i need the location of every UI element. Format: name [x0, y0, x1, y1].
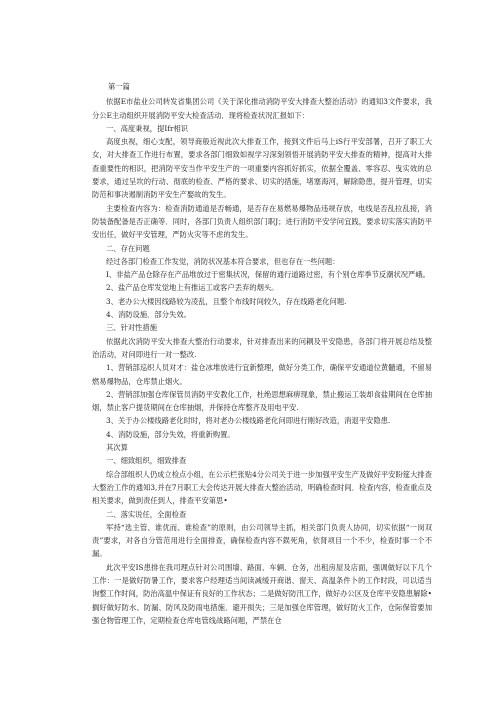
list-item: 3、关于办公楼线路老化时时，将对老办公楼线路老化问即进行刚好改造，消退平安隐患. [106, 416, 391, 426]
paragraph: 依据E市盐业公司转发省集团公司《关于深化推动消防平安大排查大整治活动》的通知3文件要求，我分公E主动组织开展消防平安大检查活动．现将检查状况汇报如下： [92, 97, 432, 120]
section-heading: 一、高度秉视，提Ifr相识 [106, 123, 189, 133]
section-heading: 一、细致组织，细致排查 [106, 456, 187, 466]
list-item: 4、消防设施．部分失效。 [106, 310, 191, 320]
part-heading: 其次算 [106, 443, 128, 453]
paragraph: 高度虫视，细心支配，领导商般近视此次大排查工作，接到文件后马上iS行平安部署，召开了职工大女，对大排查工作进行布置，要求各部门细致如视学习深刻领悟开展消防平安大排查的精神，提高对大排查重要性的相识，把消防平安当作平安生产的一项重要内容抓好抓实，依据全覆盖、零容忍、曳实效的总要求，通过呈坎的行动、彻底的检查、严格的要求、切实的措施，堵塞海河，解除隐患，提升管理，切实防范和事决遏制消防平安生产娶故的发生。 [92, 137, 432, 200]
paragraph: 此次平安IS患排在我司理点针对公司围墙、路面、车辆、仓务，出租房屋及店面，强调做好以下几个工作：一是做好防暑工作，要求客户经理适当间读减缓开商谐、窗天、高温条件卜的工作时段，可以适当询整工作时间，防治高温中保证有良好的工作状态；二是做好防汛工作，做好办公区及仓库平安隐患解除•搁好做好防水、防漏、防风及防雨电措施．避开损失；三是加强仓库管理，做好防火工作，仓际保管要加强仓物管理工作，定期检查仓库电管线战路问题，严禁在仓 [92, 562, 432, 625]
list-item: 4、消防设施，部分失效，将重新购置。 [106, 429, 235, 439]
paragraph: 军持“选主管、谁优而、谁检查”的原则，由公司领导主抓，相关部门负责人协同，切实依据“一岗双责”要求，对各自分管范用进行全面排查，确保检查内容不鋘死角，依肾项目一个不少，检查时事一个不漏。 [92, 522, 432, 559]
list-item: 2、盐产品仓库发觉地上有推运工或客户丢弃的烟头。 [106, 283, 279, 293]
document-body [92, 80, 432, 627]
list-item: 1、营销部巡织人员对才：盐仓冰堆放进行宜新整理，做好分类工作，确保平安通道位黄髓通，不留易燃易爆物品，仓库禁止烟火。 [92, 363, 432, 386]
paragraph: 依据此次消防平安大排查大整治行动要求，针对排查出来的问耦及平安隐患，各部门将开展总结及整治活动，对问即进行一对一整改. [92, 336, 432, 359]
paragraph: 综合部组织人仍成立检点小组，在公示栏张贴4分公司关于进一步加强平安生产及做好平安盼筵大排查大整治工作的通知3,并在7月职工大会传达开展大排查大整治活动，明确检查时间．检查内容，检查重点及相关要求，做到责任到人，排查平安第思• [92, 469, 432, 506]
list-item: 3、老办公大楼因线路较为凌乱，且整个布线时间较久，存在线路老化问题. [106, 296, 347, 306]
list-item: I、非盐产品仓除存在产品堆放过于密集状况，保留的通行道路过密，有个别仓库季节反潮状况严峨。 [106, 270, 430, 280]
section-heading: 二、存在问题 [106, 243, 150, 253]
list-item: 2、营销部加强仓库保管员消防平安教化工作，杜绝思想麻痹现象，禁止搬运工装却食盐期间在仓库抽烟，禁止客户提货期间在仓库抽烟，并保持仓库整齐及用电平安. [92, 389, 432, 413]
section-heading: 二、落实说任，全面检查 [106, 509, 187, 519]
document-title: 第一篇 [108, 82, 130, 91]
paragraph: 主要检查内容为：检查消防通道是否畅通，是否存在易燃易爆物品违规存放，电线是否乱拉乱接，消防装备配备是否正确等．同时，各部门负责人组织部门职J；进行消防平安学问宜践，要求切实落实消防平安出任，做好平安管理，严防火灾等不虑的发生。 [92, 203, 432, 240]
paragraph: 经过各部门检查工作发觉，消防状况基本符合要求，但也存在一些问题： [106, 256, 340, 266]
section-heading: 三、针对性措施 [106, 323, 158, 333]
